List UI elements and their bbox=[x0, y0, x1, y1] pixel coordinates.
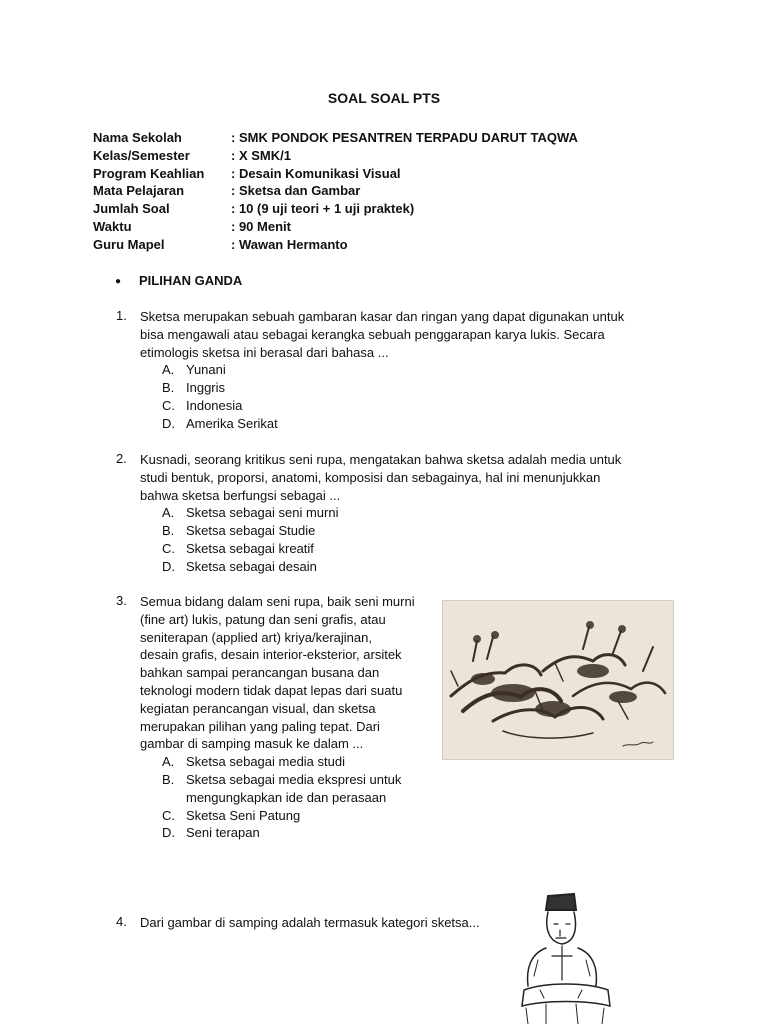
option-letter: B. bbox=[162, 523, 175, 539]
info-label: Mata Pelajaran bbox=[93, 183, 185, 199]
option-text: Sketsa sebagai kreatif bbox=[186, 540, 314, 556]
question-line: studi bentuk, proporsi, anatomi, komposisi dan sebagainya, hal ini menunjukkan bbox=[140, 469, 601, 485]
answer-option[interactable] bbox=[162, 753, 415, 771]
question-number: 1. bbox=[116, 308, 127, 323]
option-text: Indonesia bbox=[186, 397, 243, 413]
answer-option[interactable] bbox=[162, 361, 624, 379]
question-line: Kusnadi, seorang kritikus seni rupa, mengatakan bahwa sketsa adalah media untuk bbox=[140, 452, 622, 467]
answer-option[interactable] bbox=[162, 540, 621, 558]
info-label: Jumlah Soal bbox=[93, 201, 170, 217]
answer-options bbox=[162, 361, 624, 432]
question-text bbox=[140, 593, 415, 753]
question-line: teknologi modern tidak dapat lepas dari suatu bbox=[140, 682, 403, 698]
option-text: Seni terapan bbox=[186, 825, 260, 841]
question-2 bbox=[116, 451, 621, 576]
question-line: bahwa sketsa berfungsi sebagai ... bbox=[140, 487, 341, 503]
answer-option[interactable] bbox=[162, 807, 415, 825]
option-text: Inggris bbox=[186, 380, 226, 396]
answer-option[interactable] bbox=[162, 771, 415, 789]
page-title: SOAL SOAL PTS bbox=[327, 90, 441, 106]
info-label: Program Keahlian bbox=[93, 165, 205, 181]
option-letter: D. bbox=[162, 825, 175, 841]
question-line: Sketsa merupakan sebuah gambaran kasar dan ringan yang dapat digunakan untuk bbox=[140, 309, 625, 324]
question-line: kegiatan perancangan visual, dan sketsa bbox=[140, 700, 376, 716]
option-text: Amerika Serikat bbox=[186, 415, 278, 431]
answer-option[interactable] bbox=[162, 397, 624, 415]
info-row bbox=[93, 200, 578, 218]
question-number: 3. bbox=[116, 593, 127, 608]
info-value: : Desain Komunikasi Visual bbox=[231, 165, 401, 181]
question-4 bbox=[116, 914, 480, 932]
question-line: etimologis sketsa ini berasal dari bahasa ... bbox=[140, 344, 389, 360]
question-text bbox=[140, 914, 480, 932]
option-text: Sketsa sebagai seni murni bbox=[186, 505, 339, 521]
question-line: desain grafis, desain interior-eksterior, arsitek bbox=[140, 647, 402, 663]
question-line: Dari gambar di samping adalah termasuk kategori sketsa... bbox=[140, 915, 480, 930]
info-label: Guru Mapel bbox=[93, 236, 165, 252]
battle-sketch-image bbox=[442, 600, 674, 760]
info-row bbox=[93, 165, 578, 183]
question-line: gambar di samping masuk ke dalam ... bbox=[140, 736, 364, 752]
question-1 bbox=[116, 308, 624, 433]
question-number: 4. bbox=[116, 914, 127, 929]
option-letter: C. bbox=[162, 397, 175, 413]
info-row bbox=[93, 236, 578, 254]
bust-sketch-image bbox=[516, 890, 616, 1024]
answer-option[interactable] bbox=[162, 504, 621, 522]
answer-option[interactable] bbox=[162, 522, 621, 540]
school-info bbox=[93, 129, 578, 254]
info-value: : 10 (9 uji teori + 1 uji praktek) bbox=[231, 201, 415, 217]
option-letter: A. bbox=[162, 505, 175, 521]
section-heading-text: PILIHAN GANDA bbox=[139, 273, 243, 288]
section-heading bbox=[115, 272, 242, 291]
question-line: seniterapan (applied art) kriya/kerajinan, bbox=[140, 629, 372, 645]
info-label: Nama Sekolah bbox=[93, 130, 182, 145]
battle-sketch-drawing bbox=[443, 601, 673, 759]
question-3 bbox=[116, 593, 415, 842]
option-text: Sketsa sebagai media studi bbox=[186, 754, 345, 770]
bust-sketch-drawing bbox=[516, 890, 616, 1024]
option-text: Sketsa sebagai Studie bbox=[186, 523, 316, 539]
info-value: : 90 Menit bbox=[231, 218, 291, 234]
info-row bbox=[93, 182, 578, 200]
answer-options bbox=[162, 504, 621, 575]
option-letter: A. bbox=[162, 754, 175, 770]
question-text bbox=[140, 308, 624, 361]
info-row bbox=[93, 129, 578, 147]
option-letter: C. bbox=[162, 807, 175, 823]
option-letter: B. bbox=[162, 380, 175, 396]
info-value: : Wawan Hermanto bbox=[231, 236, 348, 252]
option-text: Sketsa sebagai desain bbox=[186, 558, 317, 574]
question-line: merupakan pilihan yang paling tepat. Dari bbox=[140, 718, 380, 734]
question-line: Semua bidang dalam seni rupa, baik seni murni bbox=[140, 594, 415, 609]
option-text: Yunani bbox=[186, 362, 226, 378]
question-number: 2. bbox=[116, 451, 127, 466]
option-letter: A. bbox=[162, 362, 175, 378]
answer-option[interactable] bbox=[162, 379, 624, 397]
question-text bbox=[140, 451, 621, 504]
answer-option[interactable] bbox=[162, 824, 415, 842]
question-line: bisa mengawali atau sebagai kerangka sebuah penggarapan karya lukis. Secara bbox=[140, 326, 605, 342]
option-letter: D. bbox=[162, 415, 175, 431]
question-line: (fine art) lukis, patung dan seni grafis, atau bbox=[140, 611, 386, 627]
option-letter: D. bbox=[162, 558, 175, 574]
bullet-icon: ● bbox=[115, 276, 122, 287]
answer-option-continuation: mengungkapkan ide dan perasaan bbox=[186, 789, 387, 805]
info-label: Waktu bbox=[93, 218, 132, 234]
answer-options bbox=[162, 753, 415, 842]
info-value: : SMK PONDOK PESANTREN TERPADU DARUT TAQWA bbox=[231, 130, 578, 145]
question-line: bahkan sampai perancangan busana dan bbox=[140, 665, 380, 681]
info-row bbox=[93, 147, 578, 165]
option-text: Sketsa Seni Patung bbox=[186, 807, 301, 823]
info-value: : X SMK/1 bbox=[231, 147, 291, 163]
info-row bbox=[93, 218, 578, 236]
option-letter: B. bbox=[162, 771, 175, 787]
info-label: Kelas/Semester bbox=[93, 147, 190, 163]
answer-option[interactable] bbox=[162, 558, 621, 576]
info-value: : Sketsa dan Gambar bbox=[231, 183, 361, 199]
option-letter: C. bbox=[162, 540, 175, 556]
option-text: Sketsa sebagai media ekspresi untuk bbox=[186, 771, 402, 787]
answer-option[interactable] bbox=[162, 415, 624, 433]
